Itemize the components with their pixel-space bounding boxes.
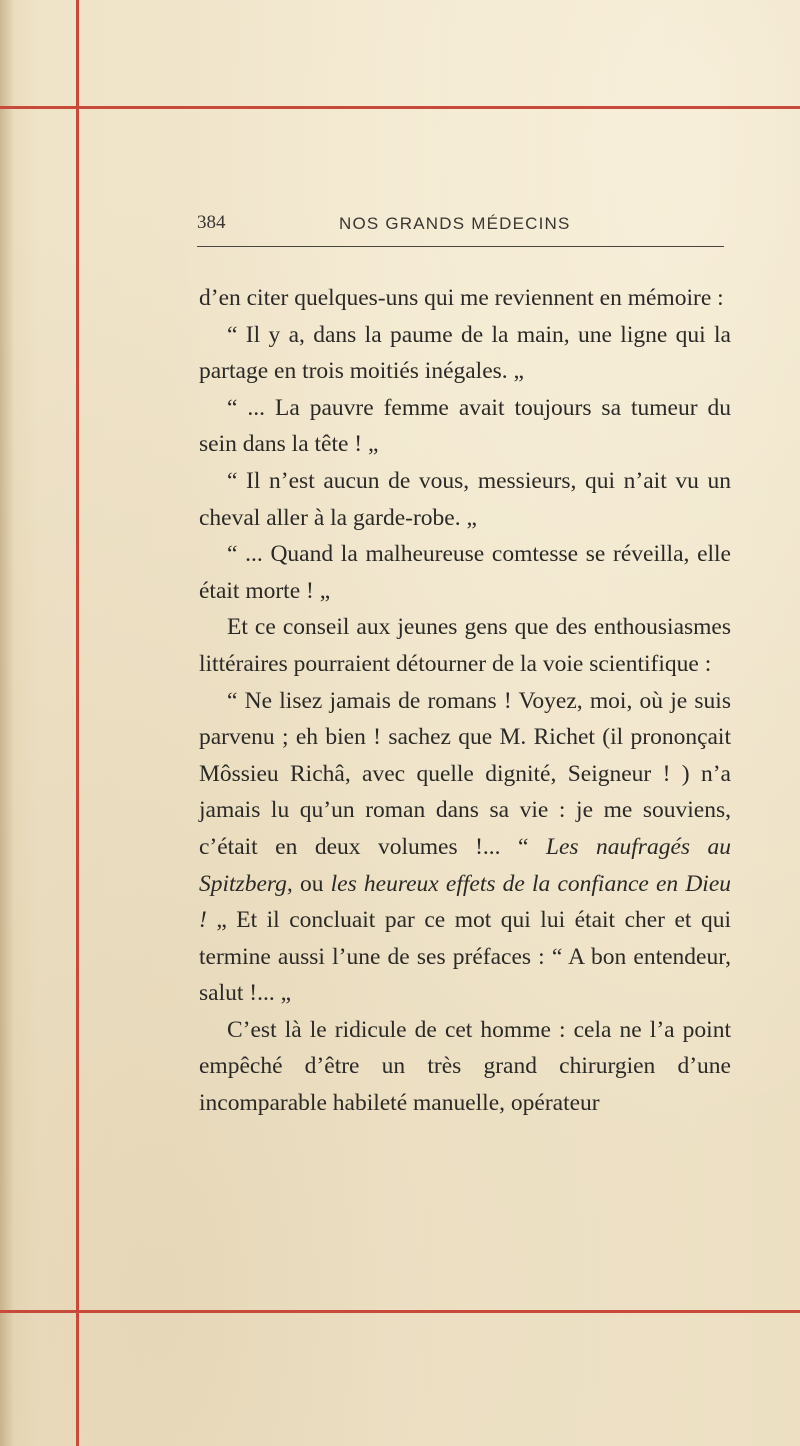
book-subtitle-italic: les heureux effets de la confiance en Dieu !	[199, 870, 732, 934]
paragraph-2-quote: “ Il y a, dans la paume de la main, une ligne qui la partage en trois moitiés inégales. „	[199, 321, 731, 385]
paragraph-7-text-b: ou	[292, 870, 331, 897]
paragraph-6: Et ce conseil aux jeunes gens que des enthousiasmes littéraires pourraient détourner de la voie scientifique :	[199, 614, 731, 677]
margin-rule-top	[0, 106, 800, 109]
page-number: 384	[197, 212, 226, 233]
paragraph-7-text-a: “ Ne lisez jamais de romans ! Voyez, moi, où je suis parvenu ; eh bien ! sachez que M. Richet (il prononçait Môssieu Richâ, avec quelle dignité, Seigneur ! ) n’a jamais lu qu’un roman dans sa vie : je me souviens, c’était en deux volumes !... “	[199, 687, 731, 860]
book-title-italic: Les naufragés au Spitzberg,	[199, 833, 731, 897]
paragraph-3-quote: “ ... La pauvre femme avait toujours sa tumeur du sein dans la tête ! „	[199, 394, 731, 458]
body-text	[199, 280, 731, 1122]
paragraph-1: d’en citer quelques-uns qui me reviennent en mémoire :	[199, 285, 724, 311]
running-title: NOS GRANDS MÉDECINS	[339, 214, 571, 233]
margin-rule-vertical	[76, 0, 79, 1446]
paragraph-7-quote	[199, 683, 731, 1012]
page-edge-shadow	[0, 0, 14, 1446]
paragraph-4-quote: “ Il n’est aucun de vous, messieurs, qui n’ait vu un cheval aller à la garde-robe. „	[199, 467, 731, 531]
paragraph-8: C’est là le ridicule de cet homme : cela ne l’a point empêché d’être un très grand chirurgien d’une incomparable habileté manuelle, opérateur	[199, 1016, 731, 1117]
header-rule	[197, 246, 724, 247]
paragraph-7-text-c: „ Et il concluait par ce mot qui lui était cher et qui termine aussi l’une de ses préfaces : “ A bon entendeur, salut !... „	[199, 907, 731, 1007]
paragraph-5-quote: “ ... Quand la malheureuse comtesse se réveilla, elle était morte ! „	[199, 541, 731, 604]
margin-rule-bottom	[0, 1310, 800, 1313]
page-header	[197, 212, 724, 242]
